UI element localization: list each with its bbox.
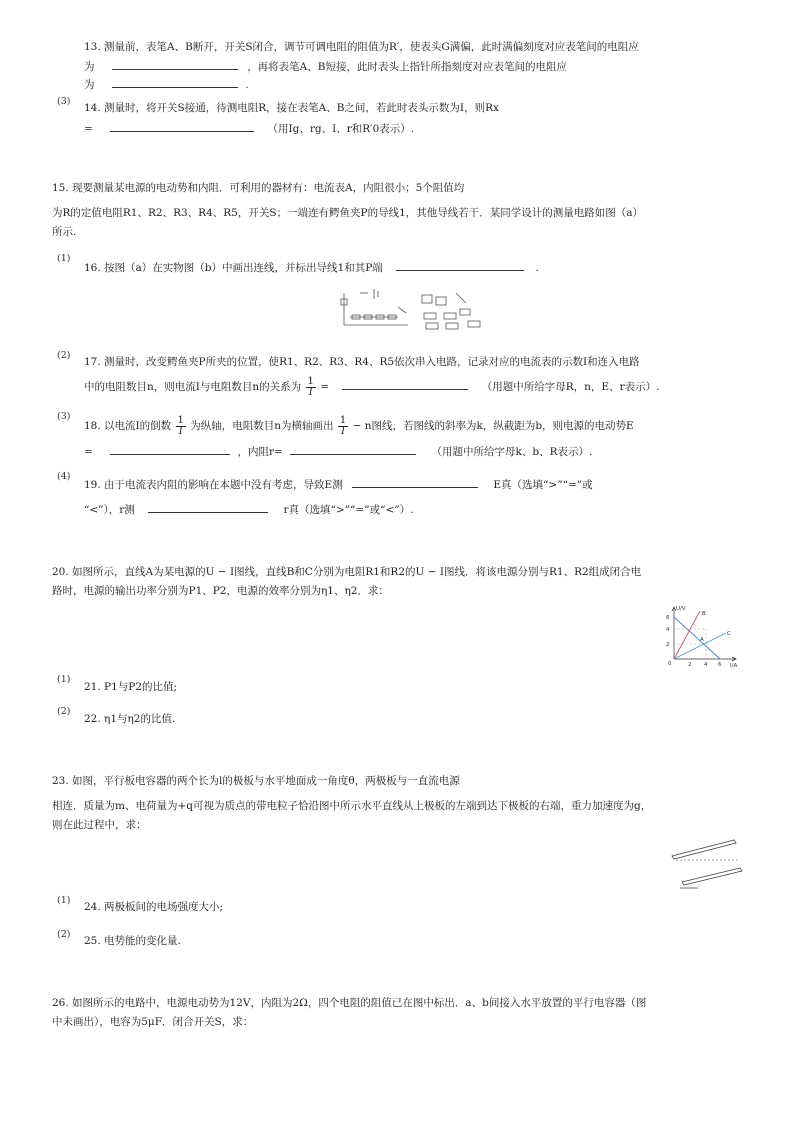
part-number: (3) (57, 96, 71, 107)
q15-line3: 所示. (52, 226, 77, 238)
q17-line2-suffix: （用题中所给字母R，n，E、r表示）. (481, 381, 660, 393)
q19-line1-a: 19. 由于电流表内阻的影响在本题中没有考虑，导致E测 (84, 479, 343, 491)
answer-blank[interactable] (110, 120, 254, 132)
q13-line3-prefix: 为 (84, 79, 95, 91)
fraction-one-over-i: $\frac{1}{I}$ (339, 414, 347, 437)
q16-line (84, 259, 539, 275)
q17-line2 (84, 375, 659, 399)
part-number: (2) (57, 706, 71, 717)
q21-text: 21. P1与P2的比值; (84, 681, 178, 693)
q18-line1-a: 18. 以电流I的倒数 (84, 420, 172, 432)
y-tick: 6 (666, 615, 670, 621)
q19-line1-b: E真（选填“>”“=”或 (493, 479, 593, 491)
x-tick: 4 (704, 662, 708, 668)
line-b (674, 611, 700, 659)
q18-line1-c: − n图线，若图线的斜率为k，纵截距为b，则电源的电动势E (352, 420, 634, 432)
fraction-one-over-i: $\frac{1}{I}$ (177, 414, 184, 437)
capacitor-plates-diagram (668, 838, 748, 890)
answer-blank[interactable] (110, 443, 230, 455)
q19-line1 (84, 476, 593, 492)
q13-line2-prefix: 为 (84, 61, 95, 73)
q13-line2-suffix: ，再将表笔A、B短接，此时表头上指针所指刻度对应表笔间的电阻应 (247, 61, 567, 73)
q15-line2: 为R的定值电阻R1、R2、R3、R4、R5，开关S；一端连有鳄鱼夹P的导线1，其他导线若干．某同学设计的测量电路如图（a） (52, 207, 644, 219)
circuit-diagram (338, 285, 488, 339)
origin-label: 0 (668, 661, 672, 667)
q17-line1: 17. 测量时，改变鳄鱼夹P所夹的位置，使R1、R2、R3、R4、R5依次串入电路，记录对应的电流表的示数I和连入电路 (84, 356, 640, 368)
line-a-label: A (700, 637, 704, 643)
q13-line3 (84, 76, 249, 92)
q23-line3: 则在此过程中，求： (52, 819, 147, 831)
q17-line2-prefix: 中的电阻数目n，则电流I与电阻数目n的关系为 (84, 381, 302, 393)
q16-end: . (535, 262, 539, 274)
q26-line1: 26. 如图所示的电路中，电源电动势为12V，内阻为2Ω，四个电阻的阻值已在图中标出．a、b间接入水平放置的平行电容器（图 (52, 997, 647, 1009)
q18-line1-b: 为纵轴，电阻数目n为横轴画出 (190, 420, 334, 432)
q14-line2 (84, 120, 414, 136)
q20-line1: 20. 如图所示，直线A为某电源的U − I图线，直线B和C分别为电阻R1和R2的U − I图线．将该电源分别与R1、R2组成闭合电 (52, 566, 642, 578)
q26-line2: 中未画出），电容为5μF．闭合开关S，求： (52, 1016, 254, 1028)
line-c-label: C (727, 631, 731, 637)
q18-line2-c: （用题中所给字母k、b、R表示）. (431, 446, 593, 458)
ui-graph (660, 603, 740, 669)
q19-line2-a: “<”），r测 (84, 504, 135, 516)
q13-line1: 13. 测量前，表笔A、B断开，开关S闭合，调节可调电阻的阻值为R′，使表头G满偏，此时满偏刻度对应表笔间的电阻应 (84, 41, 639, 53)
q23-line2: 相连．质量为m、电荷量为+q可视为质点的带电粒子恰沿图中所示水平直线从上极板的左端到达下极板的右端，重力加速度为g， (52, 800, 652, 812)
y-tick: 2 (666, 642, 670, 648)
part-number: (1) (57, 253, 71, 264)
answer-blank[interactable] (148, 501, 268, 513)
fraction-one-over-i: $\frac{1}{I}$ (307, 375, 314, 398)
answer-blank[interactable] (396, 259, 524, 271)
answer-blank[interactable] (342, 378, 468, 390)
q14-line2-suffix: （用Ig、rg、I、r和R′0表示）. (267, 123, 415, 135)
q15-line1: 15. 现要测量某电源的电动势和内阻．可利用的器材有：电流表A，内阻很小；5个阻值均 (52, 182, 465, 194)
part-number: (2) (57, 929, 71, 940)
q16-text: 16. 按图（a）在实物图（b）中画出连线，并标出导线1和其P端 (84, 262, 383, 274)
part-number: (1) (57, 895, 71, 906)
part-number: (3) (57, 411, 71, 422)
q14-line1: 14. 测量时，将开关S接通，待测电阻R，接在表笔A、B之间，若此时表头示数为I，则Rx (84, 102, 499, 114)
q17-equals: = (320, 381, 330, 393)
q25-text: 25. 电势能的变化量. (84, 935, 181, 947)
part-number: (4) (57, 471, 71, 482)
answer-blank[interactable] (290, 443, 416, 455)
y-axis-label: U/V (676, 606, 686, 612)
q18-line2-b: ，内阻r= (237, 446, 283, 458)
q19-line2 (84, 501, 413, 517)
q18-line2 (84, 443, 592, 459)
y-tick: 4 (666, 627, 670, 633)
q14-line2-prefix: = (84, 123, 93, 135)
answer-blank[interactable] (352, 476, 478, 488)
line-a (674, 617, 720, 659)
q13-line3-suffix: . (245, 79, 249, 91)
x-axis-label: I/A (730, 663, 738, 669)
part-number: (2) (57, 350, 71, 361)
answer-blank[interactable] (112, 76, 238, 88)
q20-line2: 路时，电源的输出功率分别为P1、P2，电源的效率分别为η1、η2．求： (52, 585, 389, 597)
line-b-label: B (702, 611, 706, 617)
x-tick: 2 (688, 662, 692, 668)
part-number: (1) (57, 674, 71, 685)
q18-line2-a: = (84, 446, 93, 458)
q23-line1: 23. 如图，平行板电容器的两个长为l的极板与水平地面成一角度θ，两极板与一直流电源 (52, 775, 460, 787)
q24-text: 24. 两极板间的电场强度大小; (84, 901, 224, 913)
q19-line2-b: r真（选填“>”“=”或“<”）. (283, 504, 414, 516)
q13-line2 (84, 58, 567, 74)
q18-line1 (84, 414, 634, 438)
q22-text: 22. η1与η2的比值. (84, 713, 176, 725)
x-tick: 6 (718, 662, 722, 668)
answer-blank[interactable] (112, 58, 238, 70)
